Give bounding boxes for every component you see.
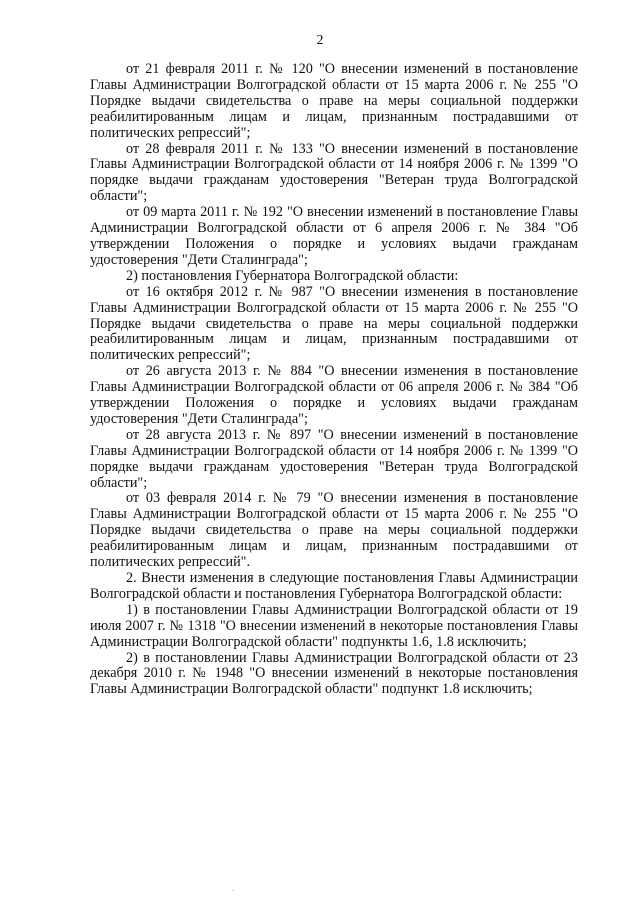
paragraph-resolution-79: от 03 февраля 2014 г. № 79 "О внесении изменения в постановление Главы Администрации Волгоградской области от 15 марта 2006 г. № 255 "О Порядке выдачи свидетельства о праве на меры социальной поддержки реабилитированным лицам и лицам, признанным пострадавшими от политических репрессий". (90, 490, 578, 571)
paragraph-resolution-884: от 26 августа 2013 г. № 884 "О внесении изменения в постановление Главы Администрации Волгоградской области от 06 апреля 2006 г. № 384 "Об утверждении Положения о порядке и условиях выдачи гражданам удостоверения "Дети Сталинграда"; (90, 363, 578, 427)
paragraph-governor-resolutions-heading: 2) постановления Губернатора Волгоградской области: (126, 267, 459, 284)
paragraph-item-2-amendments: 2. Внести изменения в следующие постановления Главы Администрации Волгоградской области и постановления Губернатора Волгоградской области: (90, 570, 578, 602)
paragraph-subitem-2: 2) в постановлении Главы Администрации Волгоградской области от 23 декабря 2010 г. № 1948 "О внесении изменений в некоторые постановления Главы Администрации Волгоградской области" подпункт 1.8 исключить; (90, 649, 578, 698)
paragraph-resolution-987: от 16 октября 2012 г. № 987 "О внесении изменения в постановление Главы Администрации Волгоградской области от 15 марта 2006 г. № 255 "О Порядке выдачи свидетельства о праве на меры социальной поддержки реабилитированным лицам и лицам, признанным пострадавшими от политических репрессий"; (90, 283, 578, 364)
paragraph-resolution-133: от 28 февраля 2011 г. № 133 "О внесении изменений в постановление Главы Администрации Волгоградской области от 14 ноября 2006 г. № 1399 "О порядке выдачи гражданам удостоверения "Ветеран труда Волгоградской области"; (90, 140, 578, 205)
paragraph-subitem-1: 1) в постановлении Главы Администрации Волгоградской области от 19 июля 2007 г. № 1318 "О внесении изменений в некоторые постановления Главы Администрации Волгоградской области" подпункты 1.6, 1.8 исключить; (90, 601, 578, 650)
paragraph-resolution-120: от 21 февраля 2011 г. № 120 "О внесении изменений в постановление Главы Администрации Волгоградской области от 15 марта 2006 г. № 255 "О Порядке выдачи свидетельства о праве на меры социальной поддержки реабилитированным лицам и лицам, признанным пострадавшими от политических репрессий"; (90, 61, 578, 141)
scan-mark: . (232, 883, 235, 893)
page-number: 2 (316, 33, 324, 48)
document-body (90, 62, 578, 698)
paragraph-resolution-897: от 28 августа 2013 г. № 897 "О внесении изменений в постановление Главы Администрации Волгоградской области от 14 ноября 2006 г. № 1399 "О порядке выдачи гражданам удостоверения "Ветеран труда Волгоградской области"; (90, 426, 578, 491)
paragraph-resolution-192: от 09 марта 2011 г. № 192 "О внесении изменений в постановление Главы Администрации Волгоградской области от 6 апреля 2006 г. № 384 "Об утверждении Положения о порядке и условиях выдачи гражданам удостоверения "Дети Сталинграда"; (90, 204, 578, 268)
